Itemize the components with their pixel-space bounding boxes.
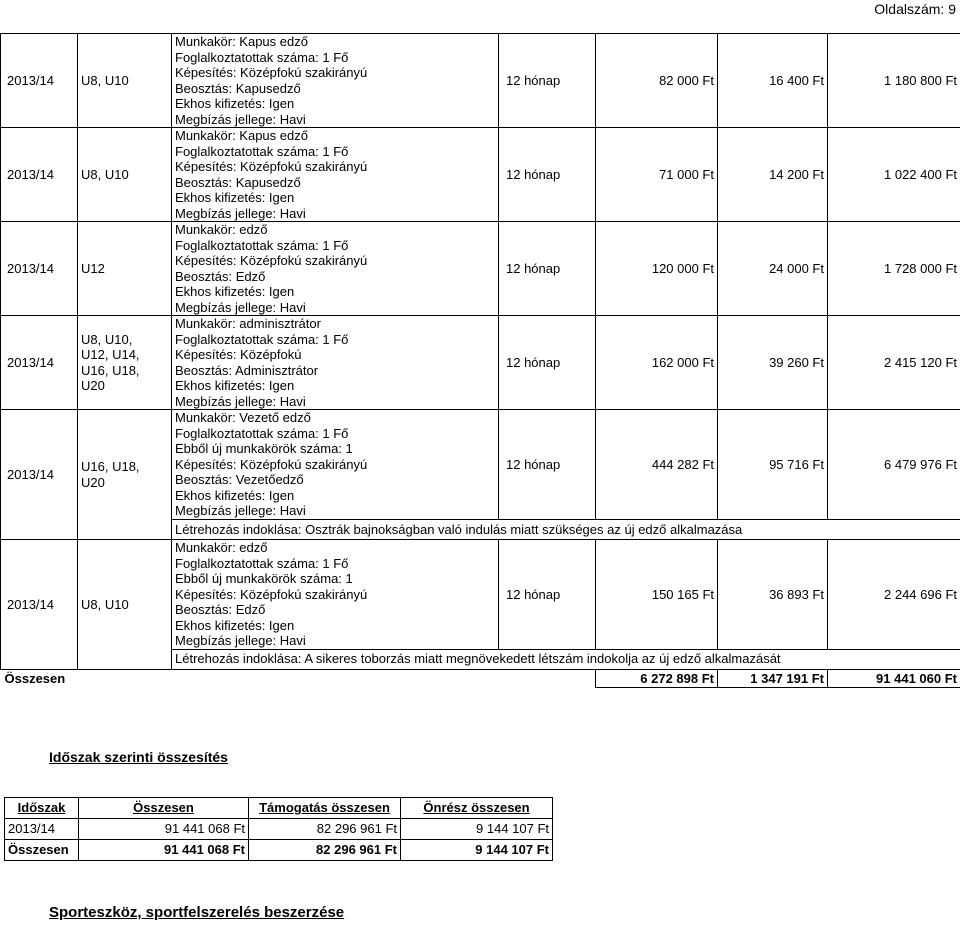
description-cell xyxy=(172,410,499,520)
summary-title: Időszak szerinti összesítés xyxy=(49,749,228,765)
tax-cell: 36 893 Ft xyxy=(718,540,828,650)
table-row xyxy=(1,128,960,222)
description-line: Megbízás jellege: Havi xyxy=(175,111,306,127)
age-group-line: U8, U10, xyxy=(81,331,133,347)
period-summary-table xyxy=(4,797,553,861)
age-group-line: U8, U10 xyxy=(81,72,129,88)
summary-header-own: Önrész összesen xyxy=(401,798,553,819)
description-cell xyxy=(172,540,499,650)
summary-total-sum: 91 441 068 Ft xyxy=(79,840,249,861)
period-cell: 2013/14 xyxy=(1,410,78,540)
description-cell xyxy=(172,222,499,316)
summary-own: 9 144 107 Ft xyxy=(401,819,553,840)
period-cell: 2013/14 xyxy=(1,540,78,670)
description-cell xyxy=(172,316,499,410)
monthly-fee-cell: 71 000 Ft xyxy=(596,128,718,222)
summary-total: 91 441 068 Ft xyxy=(79,819,249,840)
summary-support: 82 296 961 Ft xyxy=(249,819,401,840)
table-row xyxy=(1,222,960,316)
description-line: Foglalkoztatottak száma: 1 Fő xyxy=(175,425,349,441)
next-section-title: Sporteszköz, sportfelszerelés beszerzése xyxy=(49,904,345,921)
description-line: Munkakör: edző xyxy=(175,222,268,237)
summary-total-support: 82 296 961 Ft xyxy=(249,840,401,861)
summary-header-row xyxy=(5,798,553,819)
age-group-line: U16, U18, xyxy=(81,459,140,474)
age-group-line: U20 xyxy=(81,378,105,393)
age-group-cell xyxy=(78,128,172,222)
description-line: Képesítés: Középfokú xyxy=(175,347,302,362)
description-line: Ekhos kifizetés: Igen xyxy=(175,96,295,111)
description-cell xyxy=(172,34,499,128)
grand-total-sum: 91 441 060 Ft xyxy=(828,669,960,687)
monthly-fee-cell: 120 000 Ft xyxy=(596,222,718,316)
description-line: Munkakör: edző xyxy=(175,540,268,555)
table-row xyxy=(1,540,960,650)
summary-total-row xyxy=(5,840,553,861)
description-line: Beosztás: Kapusedző xyxy=(175,80,301,96)
grand-total-tax: 1 347 191 Ft xyxy=(718,669,828,687)
row-total-cell: 1 180 800 Ft xyxy=(828,34,960,128)
description-line: Ekhos kifizetés: Igen xyxy=(175,617,295,633)
duration-cell: 12 hónap xyxy=(499,410,596,520)
age-group-line: U8, U10 xyxy=(81,596,129,612)
age-group-line: U20 xyxy=(81,474,105,490)
description-line: Ebből új munkakörök száma: 1 xyxy=(175,571,353,586)
summary-row xyxy=(5,819,553,840)
description-line: Megbízás jellege: Havi xyxy=(175,633,306,648)
description-line: Munkakör: Kapus edző xyxy=(175,34,308,49)
age-group-line: U12 xyxy=(81,260,105,276)
row-total-cell: 2 244 696 Ft xyxy=(828,540,960,650)
tax-cell: 39 260 Ft xyxy=(718,316,828,410)
description-line: Képesítés: Középfokú szakirányú xyxy=(175,586,368,602)
duration-cell: 12 hónap xyxy=(499,316,596,410)
age-group-cell xyxy=(78,540,172,670)
age-group-cell xyxy=(78,410,172,540)
grand-total-monthly: 6 272 898 Ft xyxy=(596,669,718,687)
age-group-cell xyxy=(78,222,172,316)
description-line: Megbízás jellege: Havi xyxy=(175,205,306,221)
description-line: Beosztás: Vezetőedző xyxy=(175,472,304,488)
description-line: Ebből új munkakörök száma: 1 xyxy=(175,441,353,457)
description-line: Megbízás jellege: Havi xyxy=(175,299,306,315)
description-cell xyxy=(172,128,499,222)
table-row xyxy=(1,316,960,410)
age-group-cell xyxy=(78,316,172,410)
period-cell: 2013/14 xyxy=(1,222,78,316)
description-line: Képesítés: Középfokú szakirányú xyxy=(175,253,368,268)
row-total-cell: 2 415 120 Ft xyxy=(828,316,960,410)
summary-total-label: Összesen xyxy=(5,840,79,861)
grand-total-row xyxy=(1,669,960,687)
description-line: Foglalkoztatottak száma: 1 Fő xyxy=(175,555,349,571)
description-line: Munkakör: Kapus edző xyxy=(175,128,308,143)
monthly-fee-cell: 444 282 Ft xyxy=(596,410,718,520)
tax-cell: 14 200 Ft xyxy=(718,128,828,222)
age-group-line: U16, U18, xyxy=(81,362,140,378)
justification-text: Létrehozás indoklása: Osztrák bajnokságban való indulás miatt szükséges az új edző alkalmazása xyxy=(172,520,960,540)
description-line: Megbízás jellege: Havi xyxy=(175,503,306,519)
description-line: Ekhos kifizetés: Igen xyxy=(175,487,295,503)
description-line: Foglalkoztatottak száma: 1 Fő xyxy=(175,49,349,65)
duration-cell: 12 hónap xyxy=(499,540,596,650)
description-line: Képesítés: Középfokú szakirányú xyxy=(175,65,368,80)
justification-text: Létrehozás indoklása: A sikeres toborzás miatt megnövekedett létszám indokolja az új edző alkalmazását xyxy=(172,649,960,669)
monthly-fee-cell: 162 000 Ft xyxy=(596,316,718,410)
grand-total-label: Összesen xyxy=(4,670,66,686)
summary-total-own: 9 144 107 Ft xyxy=(401,840,553,861)
page-number: Oldalszám: 9 xyxy=(874,1,956,17)
tax-cell: 16 400 Ft xyxy=(718,34,828,128)
description-line: Megbízás jellege: Havi xyxy=(175,393,306,409)
monthly-fee-cell: 82 000 Ft xyxy=(596,34,718,128)
row-total-cell: 6 479 976 Ft xyxy=(828,410,960,520)
period-cell: 2013/14 xyxy=(1,34,78,128)
description-line: Beosztás: Edző xyxy=(175,268,266,284)
tax-cell: 24 000 Ft xyxy=(718,222,828,316)
description-line: Beosztás: Adminisztrátor xyxy=(175,362,319,378)
duration-cell: 12 hónap xyxy=(499,222,596,316)
description-line: Beosztás: Kapusedző xyxy=(175,174,301,190)
description-line: Képesítés: Középfokú szakirányú xyxy=(175,456,368,472)
row-total-cell: 1 022 400 Ft xyxy=(828,128,960,222)
period-cell: 2013/14 xyxy=(1,128,78,222)
duration-cell: 12 hónap xyxy=(499,128,596,222)
age-group-line: U12, U14, xyxy=(81,347,140,362)
age-group-line: U8, U10 xyxy=(81,166,129,182)
description-line: Foglalkoztatottak száma: 1 Fő xyxy=(175,331,349,347)
description-line: Képesítés: Középfokú szakirányú xyxy=(175,159,368,174)
summary-period: 2013/14 xyxy=(5,819,79,840)
description-line: Foglalkoztatottak száma: 1 Fő xyxy=(175,143,349,159)
period-cell: 2013/14 xyxy=(1,316,78,410)
staff-cost-table xyxy=(0,33,960,688)
description-line: Beosztás: Edző xyxy=(175,602,266,617)
description-line: Munkakör: Vezető edző xyxy=(175,410,311,426)
table-row xyxy=(1,34,960,128)
summary-header-support: Támogatás összesen xyxy=(249,798,401,819)
table-row xyxy=(1,410,960,520)
age-group-cell xyxy=(78,34,172,128)
tax-cell: 95 716 Ft xyxy=(718,410,828,520)
description-line: Foglalkoztatottak száma: 1 Fő xyxy=(175,237,349,253)
summary-header-total: Összesen xyxy=(79,798,249,819)
description-line: Ekhos kifizetés: Igen xyxy=(175,378,295,393)
description-line: Ekhos kifizetés: Igen xyxy=(175,284,295,299)
row-total-cell: 1 728 000 Ft xyxy=(828,222,960,316)
monthly-fee-cell: 150 165 Ft xyxy=(596,540,718,650)
description-line: Ekhos kifizetés: Igen xyxy=(175,190,295,205)
duration-cell: 12 hónap xyxy=(499,34,596,128)
summary-header-period: Időszak xyxy=(5,798,79,819)
description-line: Munkakör: adminisztrátor xyxy=(175,316,321,331)
